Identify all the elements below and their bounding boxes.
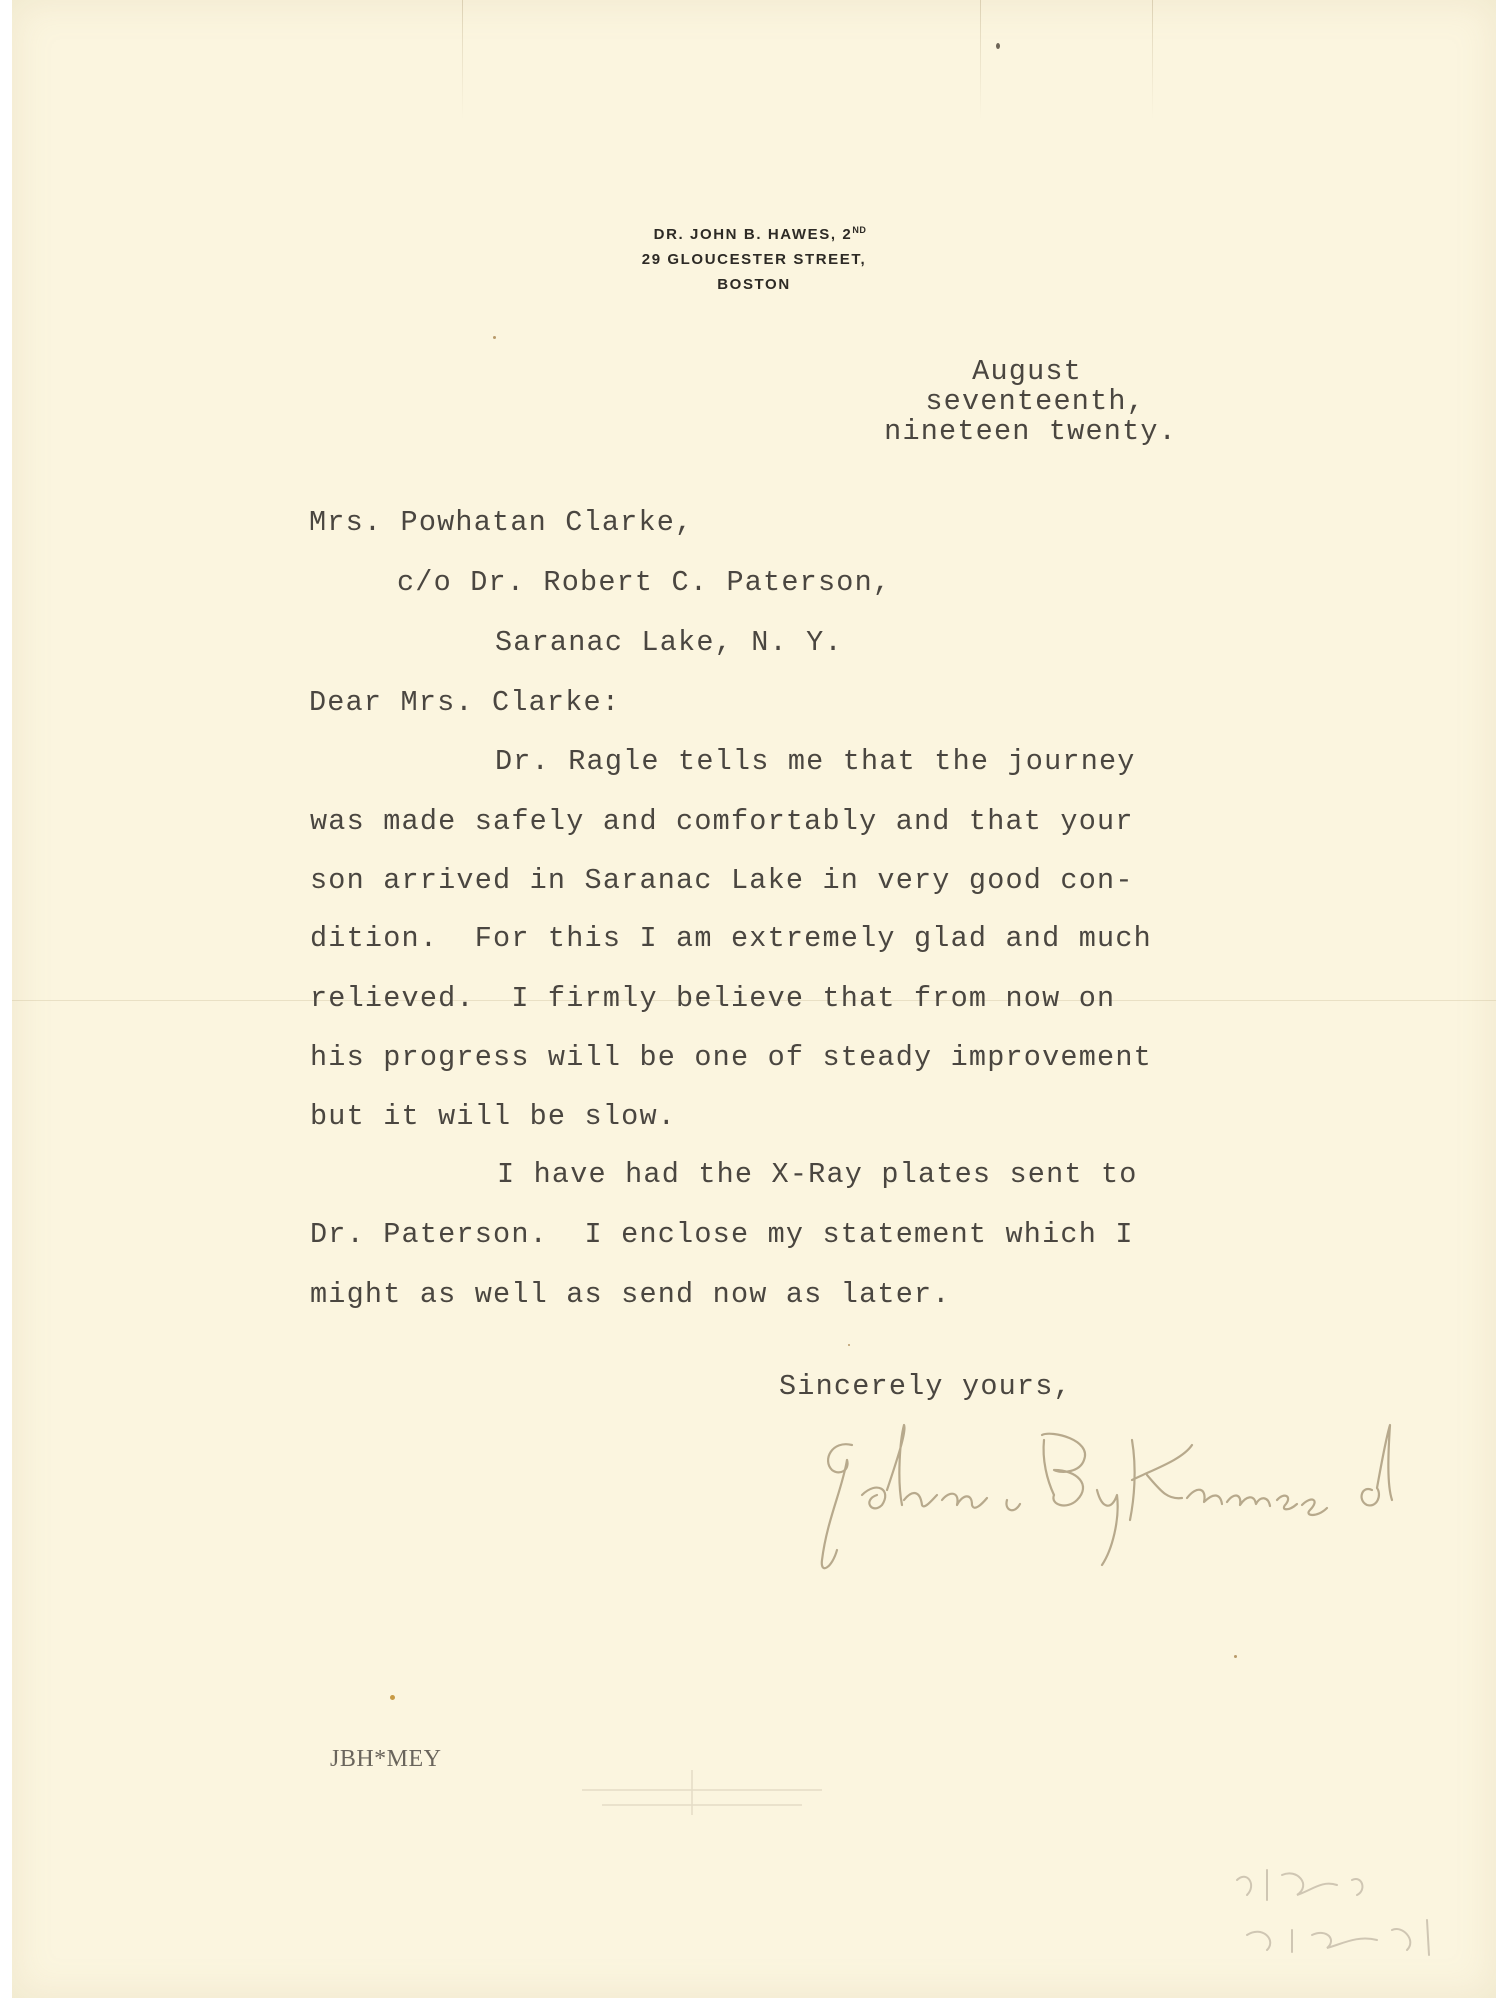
body-line: relieved. I firmly believe that from now on [310,982,1116,1015]
paper-speck [996,43,1000,49]
letterhead [12,218,1496,297]
paper-crease [980,0,981,120]
paper-speck [390,1695,395,1700]
paper-crease [1152,0,1153,120]
body-line: I have had the X-Ray plates sent to [497,1158,1138,1191]
letterhead-name-suffix: ND [852,225,867,235]
letter-date [867,357,1177,447]
body-line: but it will be slow. [310,1100,677,1133]
body-line: Dr. Ragle tells me that the journey [495,745,1136,778]
recipient-name: Mrs. Powhatan Clarke, [309,506,694,539]
salutation: Dear Mrs. Clarke: [309,686,621,719]
recipient-care-of: c/o Dr. Robert C. Paterson, [397,566,892,599]
paper-crease [462,0,463,120]
date-month: August [972,355,1082,388]
letterhead-name-text: DR. JOHN B. HAWES, 2 [653,226,853,243]
body-line: might as well as send now as later. [310,1278,951,1311]
body-line: son arrived in Saranac Lake in very good con- [310,864,1134,897]
date-year: nineteen twenty. [884,415,1177,448]
handwritten-signature [792,1400,1432,1580]
paper-speck [848,1344,850,1346]
faint-embossed-mark [572,1760,832,1820]
paper-speck [1234,1655,1237,1658]
closing: Sincerely yours, [779,1370,1072,1403]
body-line: his progress will be one of steady improvement [310,1041,1152,1074]
letterhead-street: 29 GLOUCESTER STREET, [641,251,867,268]
date-day: seventeenth, [925,385,1145,418]
paper-speck [493,336,496,339]
typist-initials: JBH*MEY [330,1746,442,1772]
letter-page [12,0,1496,1998]
body-line: was made safely and comfortably and that your [310,805,1134,838]
body-line: dition. For this I am extremely glad and much [310,922,1152,955]
letterhead-name [18,218,1500,247]
recipient-city: Saranac Lake, N. Y. [495,626,843,659]
pencil-notation [1217,1840,1467,1970]
body-line: Dr. Paterson. I enclose my statement which I [310,1218,1134,1251]
letterhead-city: BOSTON [717,276,791,293]
